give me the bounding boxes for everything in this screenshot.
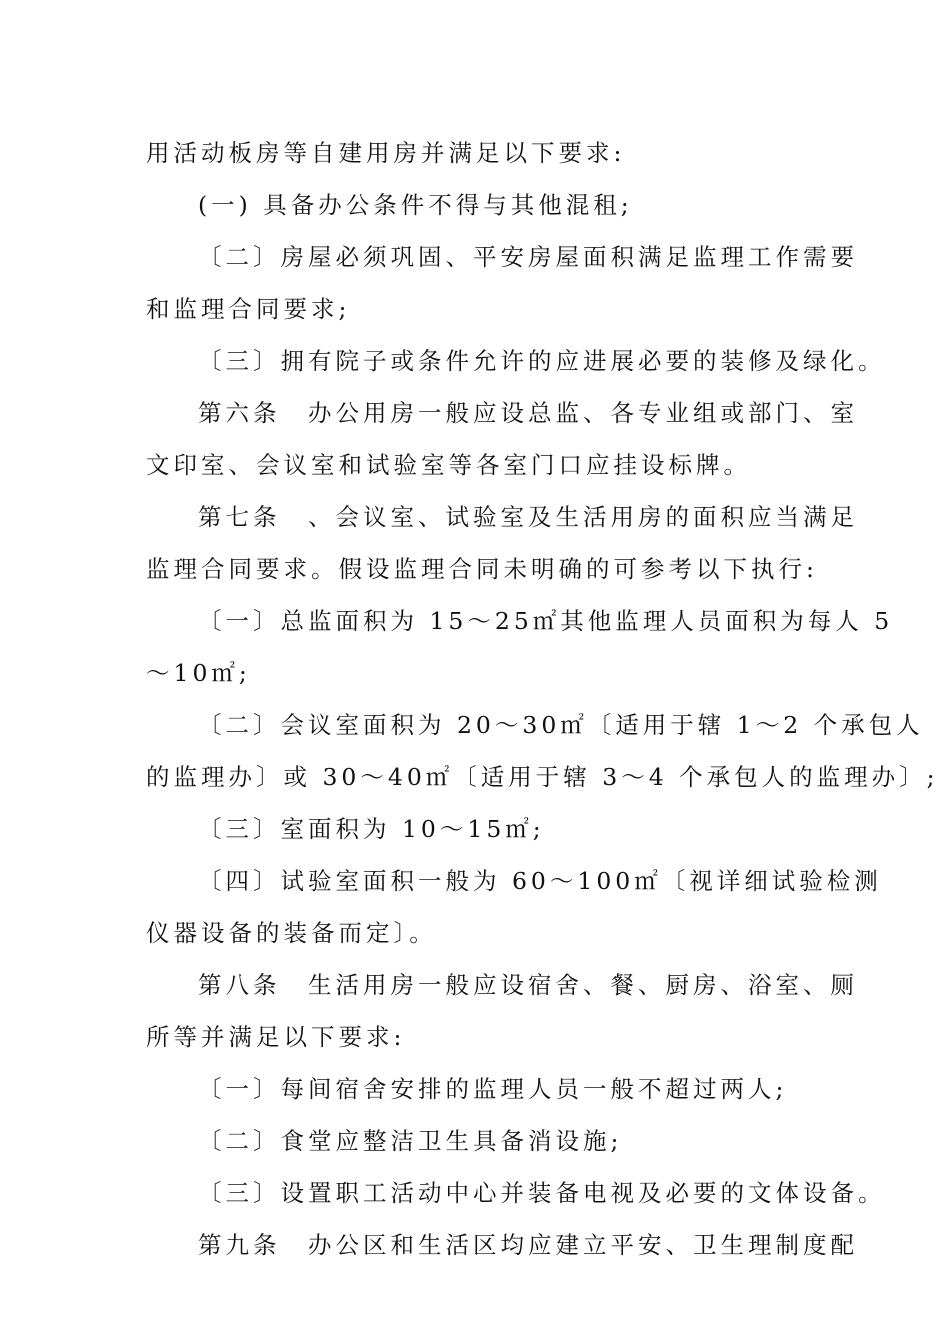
article-8-item-2: 〔二〕食堂应整洁卫生具备消设施; xyxy=(198,1127,623,1155)
article-8-line-2: 所等并满足以下要求: xyxy=(146,1023,406,1051)
text-line-5: 〔三〕拥有院子或条件允许的应进展必要的装修及绿化。 xyxy=(198,347,886,375)
article-6-line-2: 文印室、会议室和试验室等各室门口应挂设标牌。 xyxy=(146,451,751,479)
text-line-1: 用活动板房等自建用房并满足以下要求: xyxy=(146,139,626,167)
article-7-line-2: 监理合同要求。假设监理合同未明确的可参考以下执行: xyxy=(146,555,818,583)
article-7-item-2-line-1: 〔二〕会议室面积为 20～30㎡〔适用于辖 1～2 个承包人 xyxy=(198,711,924,739)
article-7-item-4-line-1: 〔四〕试验室面积一般为 60～100㎡〔视详细试验检测 xyxy=(198,867,882,895)
text-line-2: (一) 具备办公条件不得与其他混租; xyxy=(198,191,633,219)
article-7-item-1-line-2: ～10㎡; xyxy=(146,659,251,687)
article-6-line-1: 第六条 办公用房一般应设总监、各专业组或部门、室 xyxy=(198,399,858,427)
article-8-item-1: 〔一〕每间宿舍安排的监理人员一般不超过两人; xyxy=(198,1075,788,1103)
article-8-line-1: 第八条 生活用房一般应设宿舍、餐、厨房、浴室、厕 xyxy=(198,971,858,999)
article-7-item-4-line-2: 仪器设备的装备而定〕。 xyxy=(146,919,437,947)
document-body xyxy=(146,127,939,1271)
article-7-item-1-line-1: 〔一〕总监面积为 15～25㎡其他监理人员面积为每人 5 xyxy=(198,607,894,635)
text-line-3: 〔二〕房屋必须巩固、平安房屋面积满足监理工作需要 xyxy=(198,243,858,271)
article-7-item-3: 〔三〕室面积为 10～15㎡; xyxy=(198,815,545,843)
text-line-4: 和监理合同要求; xyxy=(146,295,351,323)
article-7-line-1: 第七条 、会议室、试验室及生活用房的面积应当满足 xyxy=(198,503,858,531)
article-8-item-3: 〔三〕设置职工活动中心并装备电视及必要的文体设备。 xyxy=(198,1179,886,1207)
article-9-line-1: 第九条 办公区和生活区均应建立平安、卫生理制度配 xyxy=(198,1231,858,1259)
article-7-item-2-line-2: 的监理办〕或 30～40㎡〔适用于辖 3～4 个承包人的监理办〕; xyxy=(146,763,939,791)
